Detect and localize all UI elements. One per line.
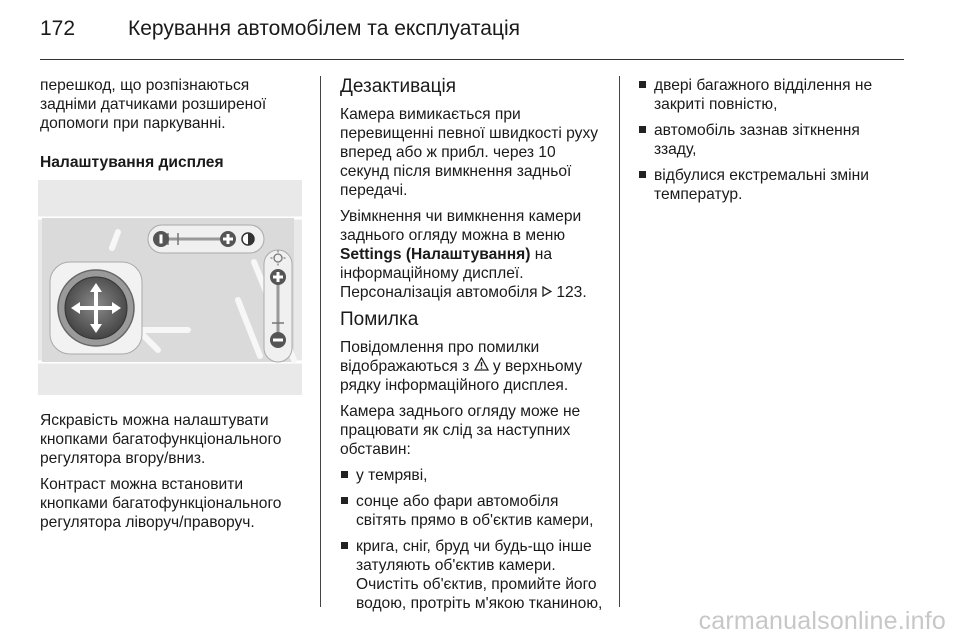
- section-heading: Дезактивація: [340, 76, 456, 97]
- list-item: крига, сніг, бруд чи будь-що інше затуляють об'єктив камери. Очистіть об'єктив, промийте його водою, протріть м'якою тканиною,: [340, 537, 608, 613]
- conditions-list: [638, 76, 906, 204]
- watermark: carmanualsonline.info: [698, 607, 946, 635]
- paragraph: Камера заднього огляду може не працювати як слід за наступних обставин:: [340, 403, 581, 458]
- paragraph: [340, 338, 608, 395]
- text: Увімкнення чи вимкнення камери заднього огляду можна в меню: [340, 208, 582, 244]
- page-number: 172: [40, 17, 76, 40]
- list-item: автомобіль зазнав зіткнення ззаду,: [638, 121, 906, 159]
- list-item: двері багажного відділення не закриті повністю,: [638, 76, 906, 114]
- column-divider: [320, 76, 321, 607]
- section-heading: Помилка: [340, 309, 419, 330]
- display-settings-figure: [38, 180, 302, 395]
- list-item: сонце або фари автомобіля світять прямо в об'єктив камери,: [340, 492, 608, 530]
- paragraph: Яскравість можна налаштувати кнопками багатофункціонального регулятора вгору/вниз.: [40, 412, 282, 467]
- section-subheading: Налаштування дисплея: [40, 154, 224, 171]
- list-item: у темряві,: [340, 466, 608, 485]
- paragraph: Контраст можна встановити кнопками багатофункціонального регулятора ліворуч/праворуч.: [40, 476, 282, 531]
- text: у верхньому рядку інформаційного дисплея.: [340, 358, 583, 394]
- column-middle: [340, 76, 608, 620]
- page-ref-arrow-icon: [542, 284, 552, 301]
- page-reference[interactable]: 123.: [556, 284, 587, 301]
- multifunction-knob: [50, 262, 142, 354]
- warning-triangle-icon: [474, 358, 489, 375]
- cross-reference-text: Персоналізація автомобіля: [340, 284, 538, 301]
- page-title: Керування автомобілем та експлуатація: [128, 17, 521, 40]
- brightness-slider: [264, 250, 292, 362]
- paragraph: Камера вимикається при перевищенні певної швидкості руху вперед або ж прибл. через 10 секунд після вимкнення задньої передачі.: [340, 106, 599, 199]
- column-right: [638, 76, 906, 211]
- column-divider: [619, 76, 620, 607]
- page-header: [40, 14, 520, 44]
- paragraph: [340, 207, 608, 302]
- menu-name: Settings (Налаштування): [340, 246, 531, 263]
- camera-display-illustration: [38, 180, 302, 395]
- list-item: відбулися екстремальні зміни температур.: [638, 166, 906, 204]
- paragraph: перешкод, що розпізнаються задніми датчиками розширеної допомоги при паркуванні.: [40, 77, 267, 132]
- text: Повідомлення про помилки відображаються з: [340, 339, 540, 375]
- column-left: [40, 76, 302, 539]
- header-rule: [40, 59, 904, 60]
- conditions-list: [340, 466, 608, 613]
- contrast-slider: [148, 225, 264, 253]
- text: на інформаційному дисплеї.: [340, 246, 553, 282]
